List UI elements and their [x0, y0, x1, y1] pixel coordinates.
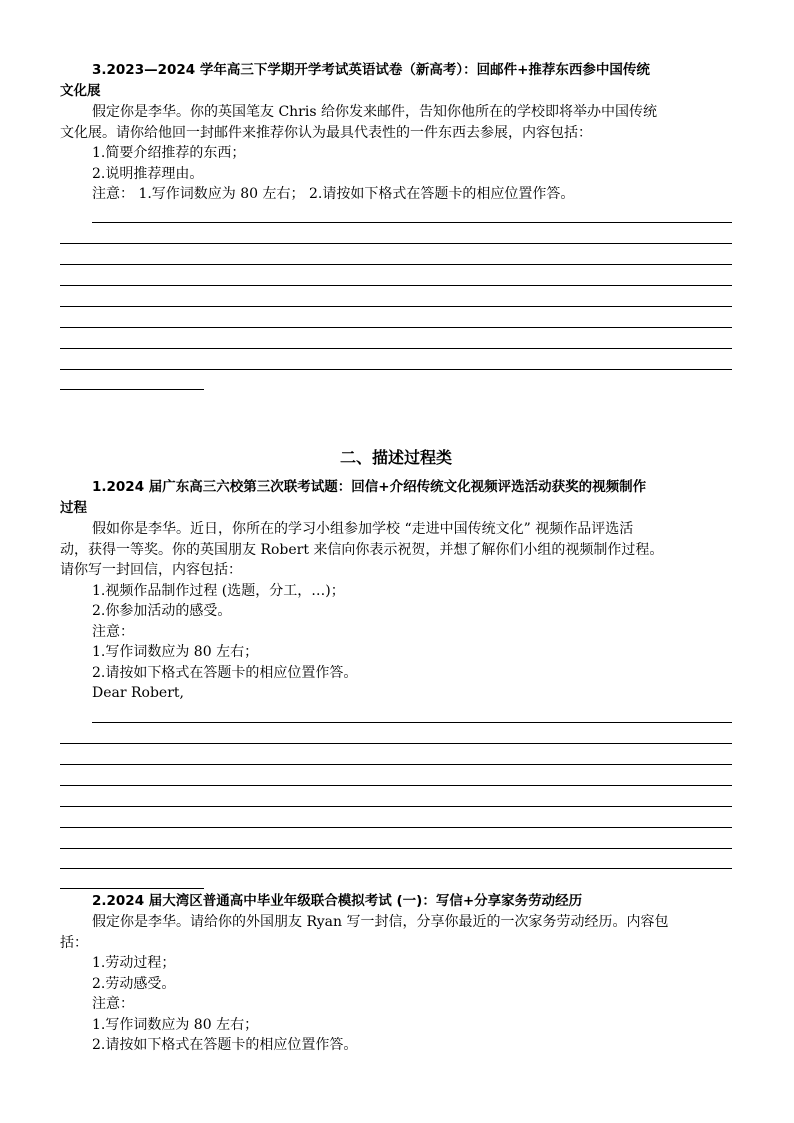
answer-line — [60, 264, 732, 265]
q3-title-line1: 3.2023—2024 学年高三下学期开学考试英语试卷（新高考）：回邮件+推荐东西参中国传统 — [92, 62, 650, 78]
question-3 — [60, 60, 732, 205]
q1-note-label: 注意： — [92, 623, 134, 640]
q1-intro-line1: 假如你是李华。近日，你所在的学习小组参加学校 “走进中国传统文化” 视频作品评选活 — [92, 521, 634, 537]
answer-line — [60, 327, 732, 328]
q1-title-line2: 过程 — [60, 500, 87, 516]
answer-line — [92, 222, 732, 223]
q2-note-2: 2.请按如下格式在答题卡的相应位置作答。 — [92, 1037, 358, 1053]
answer-line — [60, 827, 732, 828]
question-1 — [60, 477, 732, 704]
answer-line — [60, 285, 732, 286]
q1-item-1: 1.视频作品制作过程 (选题，分工，…)； — [92, 582, 345, 599]
answer-line — [60, 888, 204, 889]
q2-note-label: 注意： — [92, 996, 134, 1012]
answer-line — [92, 722, 732, 723]
q2-intro-line2: 括： — [60, 934, 88, 951]
section-heading: 二、描述过程类 — [339, 448, 452, 467]
q2-intro-line1: 假定你是李华。请给你的外国朋友 Ryan 写一封信，分享你最近的一次家务劳动经历。内容包 — [92, 914, 669, 930]
answer-line — [60, 743, 732, 744]
q3-title-line2: 文化展 — [60, 83, 101, 99]
question-2 — [60, 891, 732, 1056]
q3-item-1: 1.简要介绍推荐的东西； — [92, 145, 246, 161]
q3-item-2: 2.说明推荐理由。 — [92, 165, 204, 182]
answer-line — [60, 348, 732, 349]
q1-note-1: 1.写作词数应为 80 左右； — [92, 644, 259, 660]
q1-intro-line2: 动，获得一等奖。你的英国朋友 Robert 来信向你表示祝贺，并想了解你们小组的视频制作过程。 — [60, 541, 664, 558]
answer-line — [60, 306, 732, 307]
q3-note: 注意： 1.写作词数应为 80 左右； 2.请按如下格式在答题卡的相应位置作答。 — [92, 186, 575, 202]
q3-intro-line2: 文化展。请你给他回一封邮件来推荐你认为最具代表性的一件东西去参展，内容包括： — [60, 124, 592, 141]
q1-note-2: 2.请按如下格式在答题卡的相应位置作答。 — [92, 664, 358, 681]
answer-line — [60, 868, 732, 869]
q1-item-2: 2.你参加活动的感受。 — [92, 603, 232, 619]
q1-salutation: Dear Robert, — [92, 685, 184, 701]
answer-line — [60, 764, 732, 765]
answer-line — [60, 243, 732, 244]
q2-item-1: 1.劳动过程； — [92, 955, 176, 971]
answer-line — [60, 389, 204, 390]
answer-line — [60, 785, 732, 786]
q1-title-line1: 1.2024 届广东高三六校第三次联考试题：回信+介绍传统文化视频评选活动获奖的视频制作 — [92, 479, 647, 495]
q1-intro-line3: 请你写一封回信，内容包括： — [60, 562, 242, 578]
answer-line — [60, 848, 732, 849]
q3-intro-line1: 假定你是李华。你的英国笔友 Chris 给你发来邮件，告知你他所在的学校即将举办中国传统 — [92, 104, 657, 120]
answer-line — [60, 369, 732, 370]
answer-line — [60, 806, 732, 807]
q2-note-1: 1.写作词数应为 80 左右； — [92, 1016, 259, 1033]
q2-title: 2.2024 届大湾区普通高中毕业年级联合模拟考试 (一)：写信+分享家务劳动经历 — [92, 893, 583, 909]
q2-item-2: 2.劳动感受。 — [92, 975, 176, 992]
